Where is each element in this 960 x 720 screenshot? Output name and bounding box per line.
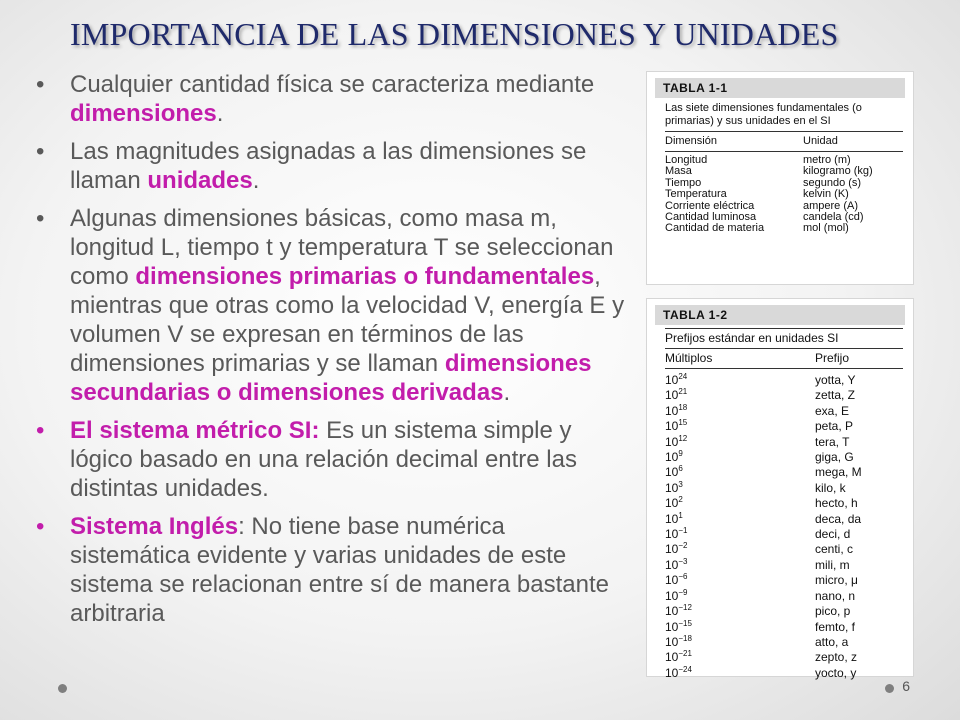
table-row bbox=[665, 589, 903, 604]
power-base: 10 bbox=[665, 604, 679, 619]
multiple-cell bbox=[665, 650, 815, 665]
power-exponent: 6 bbox=[678, 464, 683, 474]
table-row bbox=[665, 419, 903, 434]
prefix-cell: mili, m bbox=[815, 557, 850, 572]
bullet-dot: • bbox=[36, 205, 45, 232]
multiple-cell bbox=[665, 558, 815, 573]
decorative-dot bbox=[885, 684, 894, 693]
prefix-cell: exa, E bbox=[815, 403, 850, 418]
prefix-cell: yotta, Y bbox=[815, 373, 856, 387]
table-row bbox=[665, 496, 903, 511]
prefix-cell: femto, f bbox=[815, 619, 856, 634]
bullet-dot: • bbox=[36, 138, 45, 165]
table-row bbox=[665, 373, 903, 388]
body-text: . bbox=[216, 100, 224, 127]
divider bbox=[665, 151, 903, 152]
table-row bbox=[665, 465, 903, 480]
dimension-cell: Longitud bbox=[665, 154, 708, 166]
power-exponent: −9 bbox=[678, 587, 688, 597]
multiple-cell bbox=[665, 542, 815, 557]
power-exponent: 12 bbox=[678, 433, 688, 443]
table-header-row bbox=[665, 134, 903, 148]
bullet-dot: • bbox=[36, 513, 45, 540]
table-row bbox=[665, 620, 903, 635]
prefix-cell: kilo, k bbox=[815, 480, 846, 495]
power-base: 10 bbox=[665, 450, 679, 465]
power-base: 10 bbox=[665, 573, 679, 588]
prefix-cell: giga, G bbox=[815, 450, 854, 465]
table-row bbox=[665, 481, 903, 496]
prefix-cell: zepto, z bbox=[815, 650, 858, 665]
multiple-cell bbox=[665, 620, 815, 635]
table-row bbox=[665, 527, 903, 542]
dimension-cell: Cantidad de materia bbox=[665, 222, 765, 235]
highlight-text: Sistema Inglés bbox=[70, 513, 239, 540]
table-heading: TABLA 1-1 bbox=[655, 78, 905, 98]
table-heading: TABLA 1-2 bbox=[655, 305, 905, 325]
power-exponent: 15 bbox=[678, 418, 688, 428]
dimension-cell: Corriente eléctrica bbox=[665, 199, 755, 212]
power-base: 10 bbox=[665, 511, 679, 526]
column-header-multiples: Múltiplos bbox=[665, 351, 713, 365]
table-row bbox=[665, 558, 903, 573]
highlight-text: dimensiones bbox=[70, 100, 217, 127]
unit-cell: candela (cd) bbox=[803, 211, 864, 224]
prefix-cell: deca, da bbox=[815, 511, 862, 526]
multiple-cell bbox=[665, 388, 815, 403]
dimension-cell: Tiempo bbox=[665, 176, 702, 189]
bullet-item bbox=[36, 204, 626, 407]
dimension-cell: Temperatura bbox=[665, 188, 727, 201]
table-row bbox=[665, 666, 903, 681]
power-exponent: 9 bbox=[678, 449, 683, 459]
prefix-cell: yocto, y bbox=[815, 665, 857, 680]
power-exponent: 21 bbox=[678, 387, 688, 397]
multiple-cell bbox=[665, 635, 815, 650]
multiple-cell bbox=[665, 573, 815, 588]
table-row bbox=[665, 223, 903, 234]
divider bbox=[665, 368, 903, 369]
power-exponent: −2 bbox=[678, 541, 688, 551]
highlight-text: El sistema métrico SI: bbox=[70, 417, 320, 444]
power-base: 10 bbox=[665, 557, 679, 572]
bullet-dot: • bbox=[36, 417, 45, 444]
unit-cell: mol (mol) bbox=[803, 222, 849, 235]
prefix-cell: nano, n bbox=[815, 588, 856, 603]
bullet-item bbox=[36, 137, 626, 195]
body-text: Algunas dimensiones básicas, como masa m, longitud L, tiempo t y temperatura T se seleccionan como bbox=[70, 205, 614, 290]
multiple-cell bbox=[665, 404, 815, 419]
table-body bbox=[647, 155, 913, 235]
dimension-cell: Cantidad luminosa bbox=[665, 211, 757, 224]
multiple-cell bbox=[665, 496, 815, 511]
divider bbox=[665, 328, 903, 329]
dimension-cell: Masa bbox=[665, 165, 692, 178]
divider bbox=[665, 348, 903, 349]
table-row bbox=[665, 542, 903, 557]
multiple-cell bbox=[665, 373, 815, 388]
highlight-text: dimensiones secundarias o dimensiones derivadas bbox=[70, 350, 592, 406]
prefix-cell: pico, p bbox=[815, 604, 851, 619]
table-row bbox=[665, 435, 903, 450]
prefix-cell: tera, T bbox=[815, 434, 850, 449]
power-exponent: −15 bbox=[678, 618, 692, 628]
column-header-prefix: Prefijo bbox=[815, 351, 850, 365]
prefix-cell: mega, M bbox=[815, 465, 862, 480]
body-text: . bbox=[252, 167, 260, 194]
body-text: . bbox=[503, 379, 511, 406]
multiple-cell bbox=[665, 481, 815, 496]
unit-cell: segundo (s) bbox=[803, 176, 862, 189]
power-base: 10 bbox=[665, 480, 679, 495]
power-exponent: −24 bbox=[678, 664, 692, 674]
body-text: Las magnitudes asignadas a las dimensiones se llaman bbox=[70, 138, 587, 194]
power-base: 10 bbox=[665, 665, 679, 680]
multiple-cell bbox=[665, 604, 815, 619]
prefix-cell: hecto, h bbox=[815, 496, 858, 511]
body-text: , mientras que otras como la velocidad V, energía E y volumen V se expresan en términos de las dimensiones primarias y se llaman bbox=[70, 263, 625, 377]
body-text: : No tiene base numérica sistemática evidente y varias unidades de este sistema se relacionan entre sí de manera bastante arbitraria bbox=[70, 513, 609, 627]
prefix-cell: micro, μ bbox=[815, 573, 858, 588]
table-description: Prefijos estándar en unidades SI bbox=[665, 331, 839, 345]
power-base: 10 bbox=[665, 619, 679, 634]
table-header-row bbox=[665, 351, 903, 365]
slide-title: IMPORTANCIA DE LAS DIMENSIONES Y UNIDADES bbox=[70, 16, 839, 52]
power-exponent: −21 bbox=[678, 649, 692, 659]
power-exponent: −1 bbox=[678, 526, 688, 536]
multiple-cell bbox=[665, 435, 815, 450]
table-row bbox=[665, 512, 903, 527]
unit-cell: kilogramo (kg) bbox=[803, 165, 873, 178]
power-base: 10 bbox=[665, 650, 679, 665]
multiple-cell bbox=[665, 512, 815, 527]
body-text: Es un sistema simple y lógico basado en una relación decimal entre las distintas unidades. bbox=[70, 417, 577, 502]
power-exponent: 1 bbox=[678, 510, 683, 520]
multiple-cell bbox=[665, 419, 815, 434]
prefix-cell: centi, c bbox=[815, 542, 854, 557]
decorative-dot bbox=[58, 684, 67, 693]
power-base: 10 bbox=[665, 496, 679, 511]
power-base: 10 bbox=[665, 388, 679, 403]
table-row bbox=[665, 635, 903, 650]
bullet-list bbox=[36, 70, 626, 637]
power-base: 10 bbox=[665, 588, 679, 603]
power-base: 10 bbox=[665, 434, 679, 449]
power-base: 10 bbox=[665, 542, 679, 557]
power-exponent: 24 bbox=[678, 372, 688, 381]
bullet-item bbox=[36, 512, 626, 628]
table-row bbox=[665, 450, 903, 465]
highlight-text: dimensiones primarias o fundamentales bbox=[135, 263, 595, 290]
table-row bbox=[665, 404, 903, 419]
power-base: 10 bbox=[665, 419, 679, 434]
multiple-cell bbox=[665, 666, 815, 681]
power-exponent: 2 bbox=[678, 495, 683, 505]
table-row bbox=[665, 573, 903, 588]
bullet-item bbox=[36, 70, 626, 128]
power-exponent: 18 bbox=[678, 402, 688, 412]
prefix-cell: peta, P bbox=[815, 419, 854, 434]
table-1-2 bbox=[646, 298, 914, 680]
multiple-cell bbox=[665, 589, 815, 604]
table-description: Las siete dimensiones fundamentales (o primarias) y sus unidades en el SI bbox=[665, 102, 862, 127]
table-row bbox=[665, 604, 903, 619]
prefix-cell: deci, d bbox=[815, 527, 851, 542]
power-exponent: −18 bbox=[678, 633, 692, 643]
column-header-dimension: Dimensión bbox=[665, 135, 717, 147]
table-row bbox=[665, 388, 903, 403]
unit-cell: metro (m) bbox=[803, 154, 851, 166]
bullet-dot: • bbox=[36, 71, 45, 98]
divider bbox=[665, 131, 903, 132]
power-exponent: −6 bbox=[678, 572, 688, 582]
power-base: 10 bbox=[665, 373, 679, 387]
page-number: 6 bbox=[902, 678, 910, 694]
multiple-cell bbox=[665, 527, 815, 542]
power-base: 10 bbox=[665, 403, 679, 418]
multiple-cell bbox=[665, 450, 815, 465]
prefix-cell: atto, a bbox=[815, 634, 849, 649]
power-exponent: 3 bbox=[678, 479, 683, 489]
table-row bbox=[665, 650, 903, 665]
power-base: 10 bbox=[665, 527, 679, 542]
power-base: 10 bbox=[665, 634, 679, 649]
table-1-1 bbox=[646, 71, 914, 285]
power-exponent: −12 bbox=[678, 603, 692, 613]
bullet-item bbox=[36, 416, 626, 503]
unit-cell: kelvin (K) bbox=[803, 188, 849, 201]
highlight-text: unidades bbox=[147, 167, 253, 194]
power-base: 10 bbox=[665, 465, 679, 480]
table-row bbox=[665, 189, 903, 200]
power-exponent: −3 bbox=[678, 556, 688, 566]
multiple-cell bbox=[665, 465, 815, 480]
unit-cell: ampere (A) bbox=[803, 199, 859, 212]
prefix-cell: zetta, Z bbox=[815, 388, 856, 403]
body-text: Cualquier cantidad física se caracteriza mediante bbox=[70, 71, 595, 98]
table-body bbox=[647, 373, 913, 681]
column-header-unit: Unidad bbox=[803, 135, 838, 147]
